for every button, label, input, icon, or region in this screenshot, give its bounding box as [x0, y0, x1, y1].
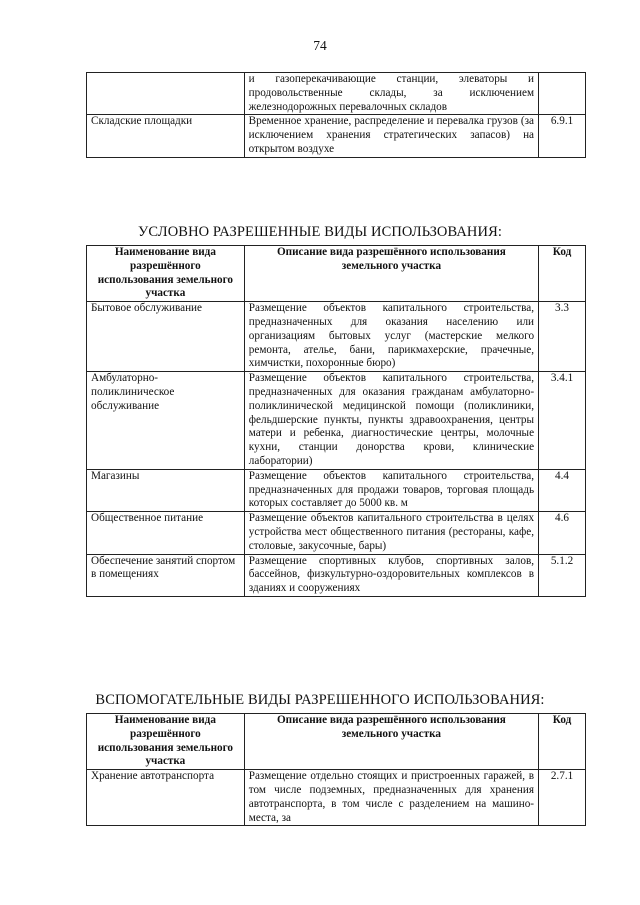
conditional-uses-heading: УСЛОВНО РАЗРЕШЕННЫЕ ВИДЫ ИСПОЛЬЗОВАНИЯ:	[138, 224, 502, 240]
code-column-header: Код	[539, 246, 586, 302]
use-code-cell: 6.9.1	[539, 115, 586, 157]
use-description-cell: Размещение объектов капитального строительства, предназначенных для продажи товаров, торговая площадь которых составляет до 5000 кв. м	[244, 469, 538, 511]
use-code-cell: 4.6	[539, 512, 586, 554]
use-name-cell: Обеспечение занятий спортом в помещениях	[87, 554, 245, 596]
description-column-header: Описание вида разрешённого использования земельного участка	[244, 246, 538, 302]
use-name-cell	[87, 73, 245, 115]
code-column-header: Код	[539, 714, 586, 770]
use-description-cell: Размещение объектов капитального строительства, предназначенных для оказания населению или организациям бытовых услуг (мастерские мелкого ремонта, ателье, бани, парикмахерские, прачечные, химчистки, похоронные бюро)	[244, 302, 538, 372]
use-description-cell: и газоперекачивающие станции, элеваторы и продовольственные склады, за исключением железнодорожных перевалочных складов	[244, 73, 538, 115]
use-code-cell: 2.7.1	[539, 770, 586, 826]
use-name-cell: Хранение автотранспорта	[87, 770, 245, 826]
table-row	[87, 512, 586, 554]
auxiliary-uses-heading: ВСПОМОГАТЕЛЬНЫЕ ВИДЫ РАЗРЕШЕННОГО ИСПОЛЬЗОВАНИЯ:	[95, 692, 545, 708]
use-description-cell: Размещение спортивных клубов, спортивных залов, бассейнов, физкультурно-оздоровительных комплексов в зданиях и сооружениях	[244, 554, 538, 596]
table-row	[87, 770, 586, 826]
top-table	[86, 72, 586, 158]
use-name-cell: Бытовое обслуживание	[87, 302, 245, 372]
use-name-cell: Складские площадки	[87, 115, 245, 157]
use-code-cell: 4.4	[539, 469, 586, 511]
table-row	[87, 302, 586, 372]
use-description-cell: Временное хранение, распределение и перевалка грузов (за исключением хранения стратегических запасов) на открытом воздухе	[244, 115, 538, 157]
use-code-cell: 3.3	[539, 302, 586, 372]
use-name-cell: Амбулаторно-поликлиническое обслуживание	[87, 372, 245, 470]
use-code-cell: 3.4.1	[539, 372, 586, 470]
table-row	[87, 469, 586, 511]
conditional-uses-table	[86, 245, 586, 597]
use-description-cell: Размещение отдельно стоящих и пристроенных гаражей, в том числе подземных, предназначенных для хранения автотранспорта, в том числе с разделением на машино-места, за	[244, 770, 538, 826]
auxiliary-uses-table	[86, 713, 586, 826]
name-column-header: Наименование вида разрешённого использования земельного участка	[87, 246, 245, 302]
table-row	[87, 73, 586, 115]
description-column-header: Описание вида разрешённого использования земельного участка	[244, 714, 538, 770]
use-code-cell	[539, 73, 586, 115]
use-name-cell: Общественное питание	[87, 512, 245, 554]
table-header-row	[87, 714, 586, 770]
use-description-cell: Размещение объектов капитального строительства в целях устройства мест общественного питания (рестораны, кафе, столовые, закусочные, бары)	[244, 512, 538, 554]
table-header-row	[87, 246, 586, 302]
page-number: 74	[313, 38, 327, 53]
table-row	[87, 554, 586, 596]
use-name-cell: Магазины	[87, 469, 245, 511]
use-description-cell: Размещение объектов капитального строительства, предназначенных для оказания гражданам амбулаторно-поликлинической медицинской помощи (поликлиники, фельдшерские пункты, пункты здравоохранения, центры матери и ребенка, диагностические центры, молочные кухни, станции донорства крови, клинические лаборатории)	[244, 372, 538, 470]
table-row	[87, 115, 586, 157]
name-column-header: Наименование вида разрешённого использования земельного участка	[87, 714, 245, 770]
table-row	[87, 372, 586, 470]
use-code-cell: 5.1.2	[539, 554, 586, 596]
